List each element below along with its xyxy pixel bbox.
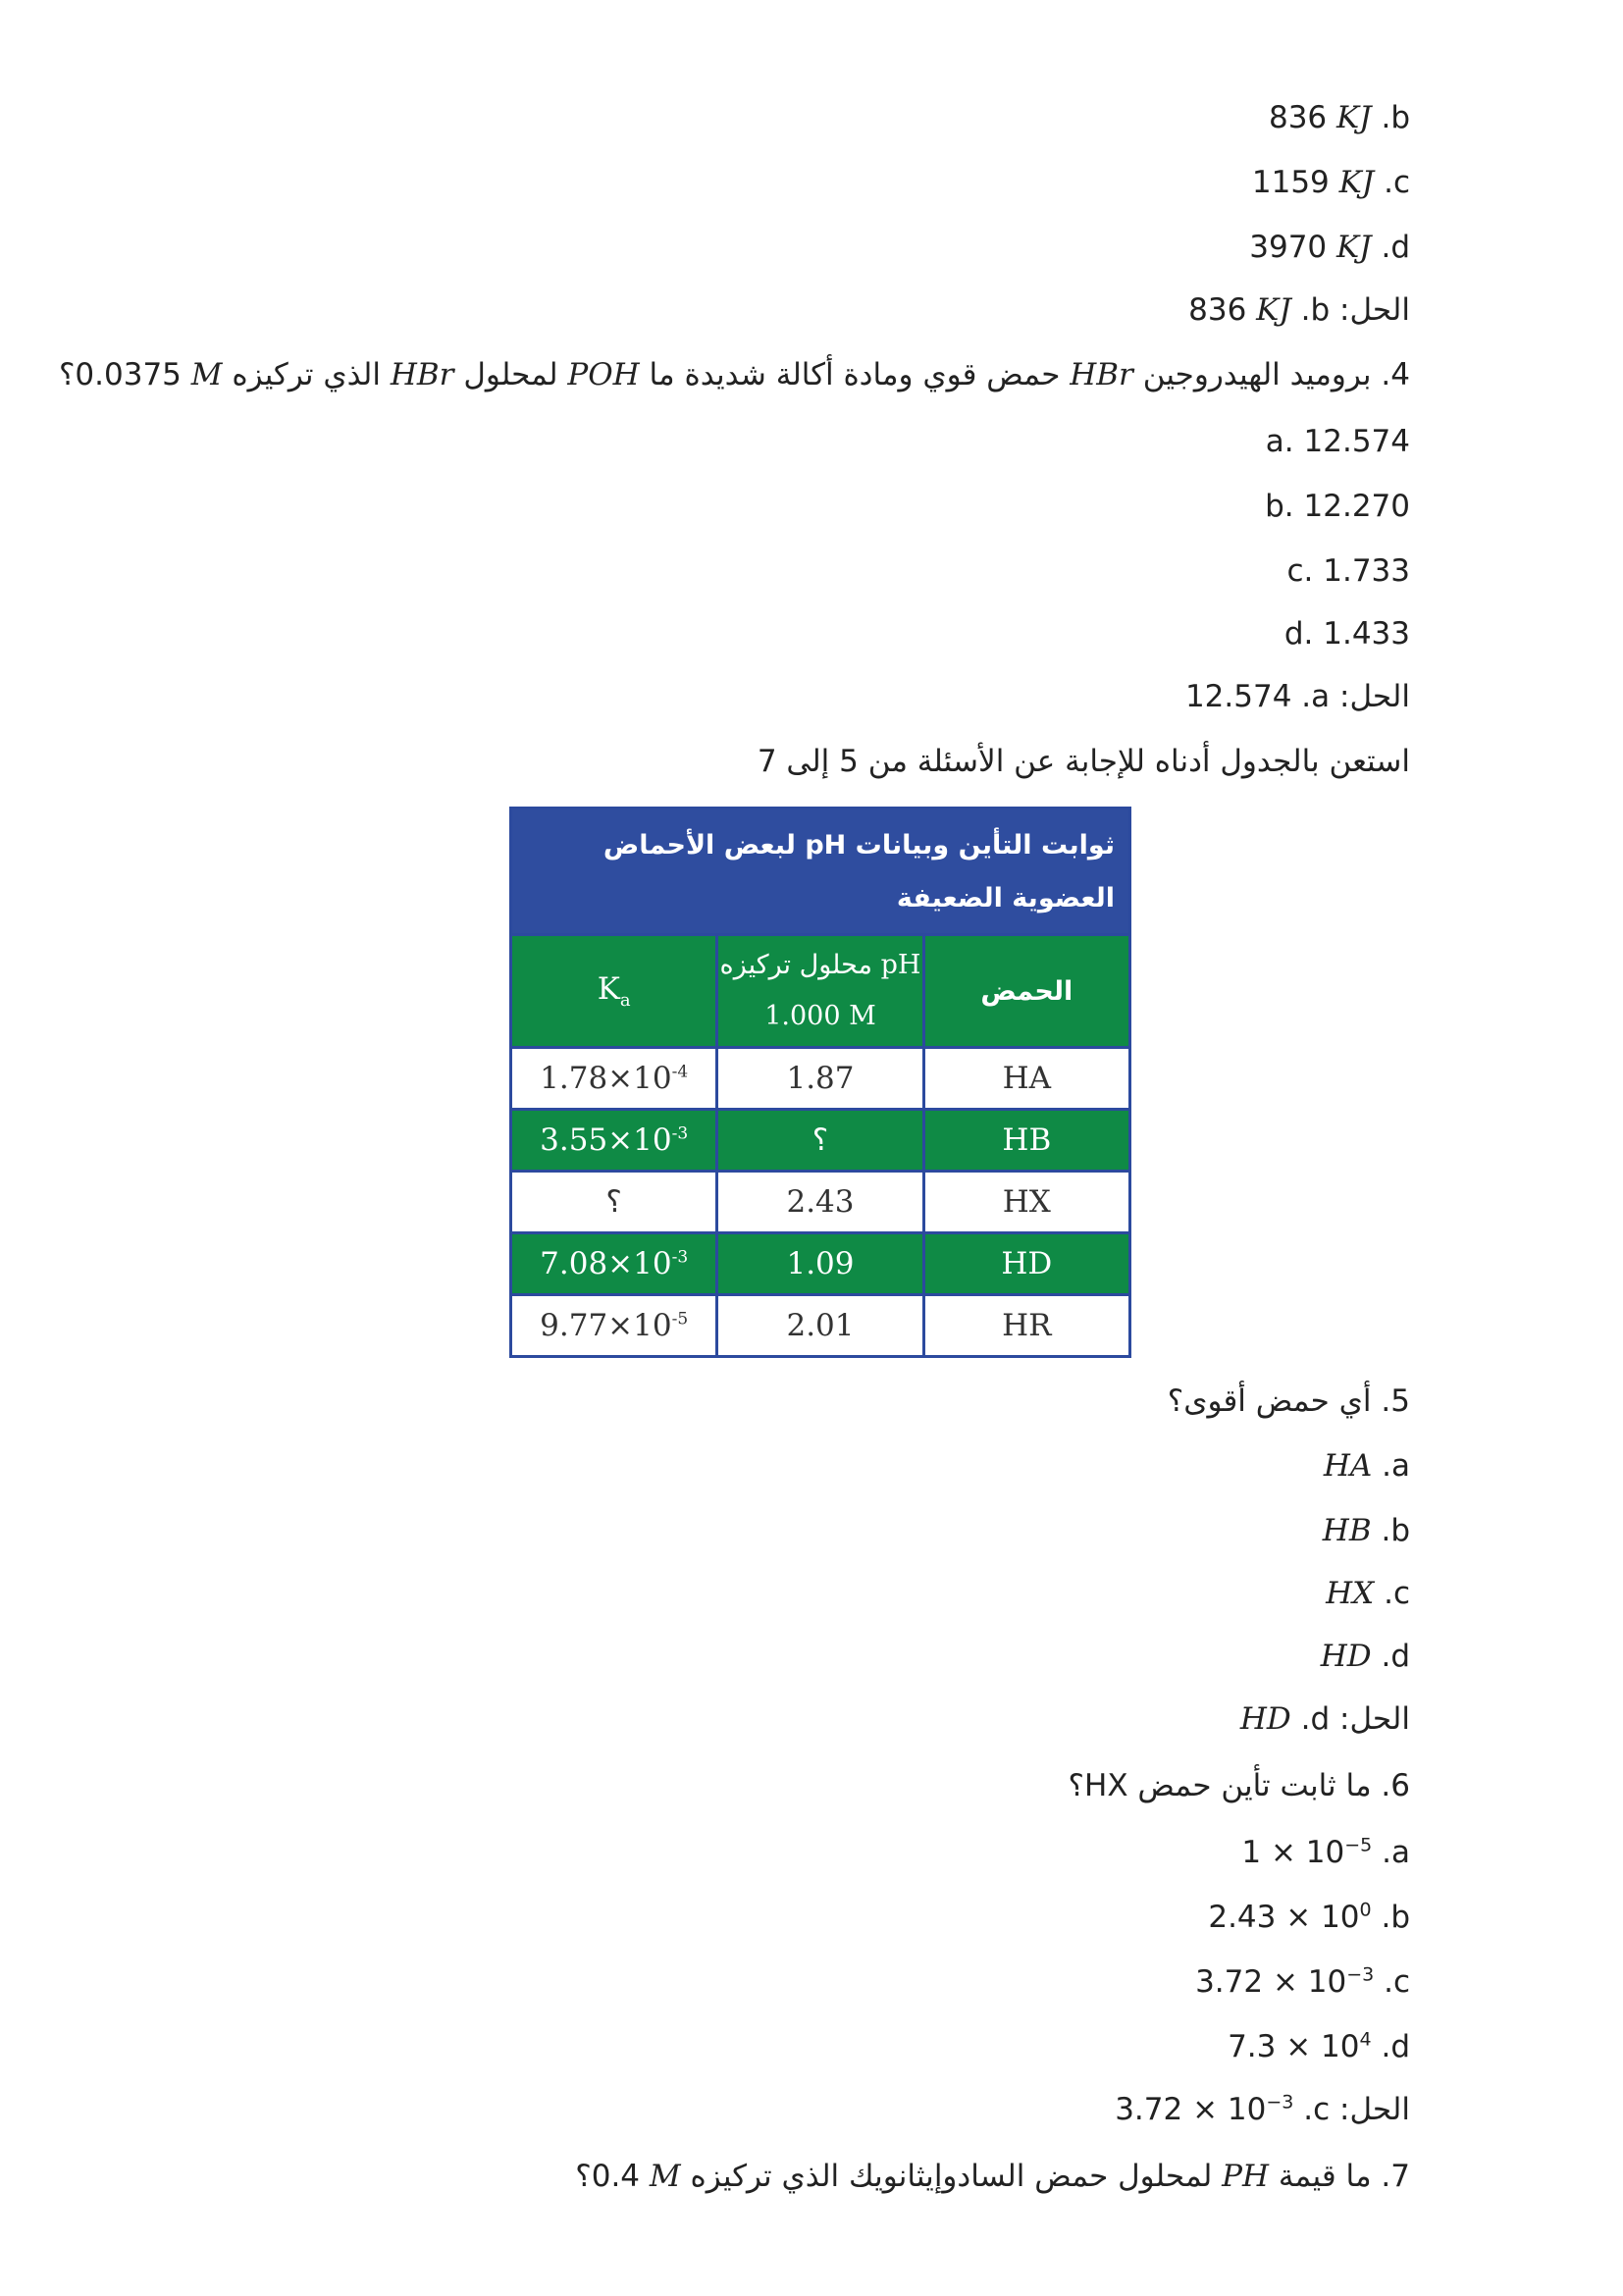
cell-ph: 1.09 bbox=[717, 1233, 923, 1295]
table-row bbox=[511, 1110, 1130, 1172]
q4-option-d: 1.433 .d bbox=[1283, 616, 1410, 652]
header-ph bbox=[717, 935, 923, 1048]
cell-ka: $1.78\times 10^{-4}$ bbox=[511, 1048, 717, 1110]
table-row bbox=[511, 1172, 1130, 1233]
cell-ph: 1.87 bbox=[717, 1048, 923, 1110]
cell-ph: ؟ bbox=[717, 1110, 923, 1172]
q6-option-a: $1 \times 10^{-5}$ .a bbox=[1241, 1834, 1410, 1870]
header-acid: الحمض bbox=[923, 935, 1129, 1048]
cell-ph: 2.43 bbox=[717, 1172, 923, 1233]
q6-answer: الحل: $3.72 \times 10^{-3}$ .c bbox=[1115, 2091, 1410, 2127]
q4-option-b: 12.270 .b bbox=[1265, 489, 1410, 524]
cell-ka: $9.77\times 10^{-5}$ bbox=[511, 1295, 717, 1357]
q3-answer: الحل: 836 KJ .b bbox=[1188, 292, 1410, 328]
q5-option-b: HB .b bbox=[1322, 1513, 1410, 1548]
q5-option-d: HD .d bbox=[1320, 1639, 1410, 1674]
q4-answer: الحل: 12.574 .a bbox=[1184, 679, 1410, 714]
table-row bbox=[511, 1048, 1130, 1110]
q6-question: 6. ما ثابت تأين حمض HX؟ bbox=[1068, 1768, 1410, 1803]
header-ph-line2: 1.000 M bbox=[764, 1001, 876, 1031]
acid-table bbox=[509, 807, 1131, 1358]
q3-option-c: 1159 KJ .c bbox=[1251, 165, 1410, 200]
table-instruction: استعن بالجدول أدناه للإجابة عن الأسئلة من 5 إلى 7 bbox=[757, 744, 1410, 779]
q6-option-b: $2.43 \times 10^0$ .b bbox=[1208, 1899, 1410, 1935]
q5-option-c: HX .c bbox=[1326, 1576, 1410, 1611]
cell-acid: HA bbox=[923, 1048, 1129, 1110]
cell-acid: HX bbox=[923, 1172, 1129, 1233]
table-title: ثوابت التأين وبيانات pH لبعض الأحماض العضوية الضعيفة bbox=[511, 809, 1130, 935]
table-row bbox=[511, 1233, 1130, 1295]
q6-option-d: $7.3 \times 10^4$ .d bbox=[1228, 2028, 1410, 2064]
q4-question: 4. بروميد الهيدروجين HBr حمض قوي ومادة أكالة شديدة ما POH لمحلول HBr الذي تركيزه 0.0375 M؟ bbox=[58, 357, 1410, 392]
cell-acid: HR bbox=[923, 1295, 1129, 1357]
q5-answer: الحل: HD .d bbox=[1239, 1701, 1410, 1737]
q5-question: 5. أي حمض أقوى؟ bbox=[1167, 1383, 1410, 1419]
q6-option-c: $3.72 \times 10^{-3}$ .c bbox=[1195, 1963, 1410, 2000]
q4-option-a: 12.574 .a bbox=[1265, 424, 1410, 459]
cell-acid: HB bbox=[923, 1110, 1129, 1172]
cell-ka: ؟ bbox=[511, 1172, 717, 1233]
q4-option-c: 1.733 .c bbox=[1286, 553, 1410, 589]
cell-ph: 2.01 bbox=[717, 1295, 923, 1357]
cell-ka: $3.55\times 10^{-3}$ bbox=[511, 1110, 717, 1172]
q3-option-b: 836 KJ .b bbox=[1268, 100, 1410, 135]
table-row bbox=[511, 1295, 1130, 1357]
q3-option-d: 3970 KJ .d bbox=[1249, 230, 1410, 265]
header-ka: $K_a$ bbox=[511, 935, 717, 1048]
q7-question: 7. ما قيمة PH لمحلول حمض السادوإيثانويك الذي تركيزه 0.4 M؟ bbox=[575, 2159, 1410, 2194]
q5-option-a: HA .a bbox=[1323, 1448, 1410, 1484]
cell-acid: HD bbox=[923, 1233, 1129, 1295]
header-ph-line1: pH محلول تركيزه bbox=[719, 950, 921, 980]
cell-ka: $7.08\times 10^{-3}$ bbox=[511, 1233, 717, 1295]
